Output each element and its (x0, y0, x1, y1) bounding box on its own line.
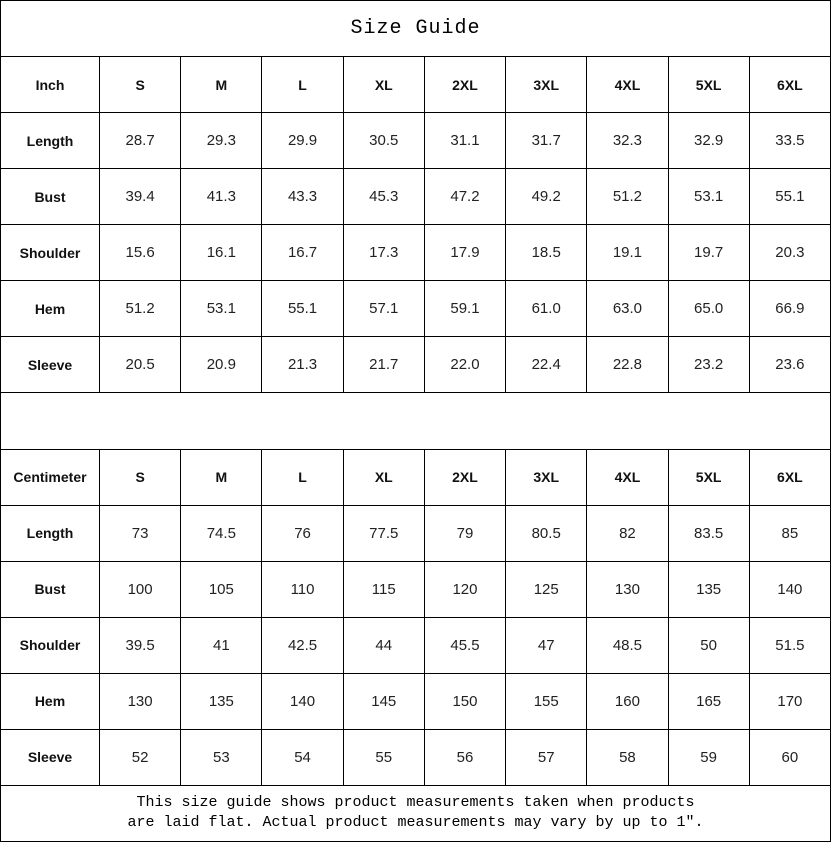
value-cell: 55 (343, 729, 424, 785)
value-cell: 23.6 (749, 337, 830, 393)
value-cell: 19.1 (587, 225, 668, 281)
measurement-row (1, 673, 831, 729)
value-cell: 57.1 (343, 281, 424, 337)
size-header-cell: 2XL (424, 57, 505, 113)
value-cell: 29.3 (181, 113, 262, 169)
value-cell: 53 (181, 729, 262, 785)
value-cell: 29.9 (262, 113, 343, 169)
value-cell: 120 (424, 561, 505, 617)
footer-section (1, 785, 831, 841)
measurement-row (1, 729, 831, 785)
value-cell: 31.7 (506, 113, 587, 169)
value-cell: 16.1 (181, 225, 262, 281)
size-header-cell: M (181, 57, 262, 113)
size-header-cell: 4XL (587, 57, 668, 113)
size-header-cell: 6XL (749, 449, 830, 505)
value-cell: 43.3 (262, 169, 343, 225)
value-cell: 32.3 (587, 113, 668, 169)
measure-label-cell: Shoulder (1, 225, 100, 281)
measurement-row (1, 169, 831, 225)
value-cell: 47 (506, 617, 587, 673)
measure-label-cell: Hem (1, 281, 100, 337)
value-cell: 51.2 (100, 281, 181, 337)
size-header-cell: 4XL (587, 449, 668, 505)
value-cell: 17.9 (424, 225, 505, 281)
value-cell: 50 (668, 617, 749, 673)
measure-label-cell: Bust (1, 561, 100, 617)
measure-label-cell: Sleeve (1, 729, 100, 785)
value-cell: 125 (506, 561, 587, 617)
size-header-cell: S (100, 449, 181, 505)
size-header-row (1, 57, 831, 113)
measurement-row (1, 617, 831, 673)
value-cell: 60 (749, 729, 830, 785)
value-cell: 130 (587, 561, 668, 617)
value-cell: 33.5 (749, 113, 830, 169)
value-cell: 55.1 (749, 169, 830, 225)
value-cell: 19.7 (668, 225, 749, 281)
footer-row (1, 785, 831, 841)
value-cell: 66.9 (749, 281, 830, 337)
unit-header-cell: Inch (1, 57, 100, 113)
value-cell: 15.6 (100, 225, 181, 281)
value-cell: 28.7 (100, 113, 181, 169)
table-gap-row (1, 393, 831, 449)
value-cell: 56 (424, 729, 505, 785)
value-cell: 45.3 (343, 169, 424, 225)
value-cell: 52 (100, 729, 181, 785)
value-cell: 110 (262, 561, 343, 617)
value-cell: 150 (424, 673, 505, 729)
value-cell: 41.3 (181, 169, 262, 225)
size-header-cell: 5XL (668, 449, 749, 505)
spacer-section (1, 393, 831, 449)
value-cell: 77.5 (343, 505, 424, 561)
value-cell: 135 (668, 561, 749, 617)
value-cell: 57 (506, 729, 587, 785)
measure-label-cell: Length (1, 505, 100, 561)
value-cell: 21.3 (262, 337, 343, 393)
value-cell: 23.2 (668, 337, 749, 393)
size-header-cell: XL (343, 57, 424, 113)
value-cell: 59 (668, 729, 749, 785)
size-header-cell: 6XL (749, 57, 830, 113)
value-cell: 63.0 (587, 281, 668, 337)
value-cell: 55.1 (262, 281, 343, 337)
value-cell: 18.5 (506, 225, 587, 281)
value-cell: 140 (262, 673, 343, 729)
value-cell: 31.1 (424, 113, 505, 169)
inch-table-body (1, 57, 831, 393)
table-gap (1, 393, 831, 449)
value-cell: 105 (181, 561, 262, 617)
measurement-row (1, 225, 831, 281)
measure-label-cell: Length (1, 113, 100, 169)
measurement-row (1, 113, 831, 169)
measure-label-cell: Bust (1, 169, 100, 225)
value-cell: 61.0 (506, 281, 587, 337)
value-cell: 49.2 (506, 169, 587, 225)
value-cell: 74.5 (181, 505, 262, 561)
value-cell: 115 (343, 561, 424, 617)
size-header-cell: L (262, 57, 343, 113)
value-cell: 41 (181, 617, 262, 673)
measure-label-cell: Sleeve (1, 337, 100, 393)
value-cell: 65.0 (668, 281, 749, 337)
value-cell: 16.7 (262, 225, 343, 281)
size-header-cell: 2XL (424, 449, 505, 505)
size-header-cell: S (100, 57, 181, 113)
value-cell: 39.4 (100, 169, 181, 225)
value-cell: 54 (262, 729, 343, 785)
value-cell: 165 (668, 673, 749, 729)
size-header-cell: XL (343, 449, 424, 505)
value-cell: 22.0 (424, 337, 505, 393)
value-cell: 155 (506, 673, 587, 729)
value-cell: 160 (587, 673, 668, 729)
value-cell: 45.5 (424, 617, 505, 673)
value-cell: 44 (343, 617, 424, 673)
value-cell: 130 (100, 673, 181, 729)
value-cell: 83.5 (668, 505, 749, 561)
measurement-row (1, 337, 831, 393)
value-cell: 59.1 (424, 281, 505, 337)
measure-label-cell: Hem (1, 673, 100, 729)
value-cell: 20.3 (749, 225, 830, 281)
value-cell: 51.5 (749, 617, 830, 673)
centimeter-table-body (1, 449, 831, 785)
value-cell: 42.5 (262, 617, 343, 673)
value-cell: 73 (100, 505, 181, 561)
size-header-cell: 5XL (668, 57, 749, 113)
measurement-row (1, 505, 831, 561)
value-cell: 22.4 (506, 337, 587, 393)
value-cell: 58 (587, 729, 668, 785)
value-cell: 17.3 (343, 225, 424, 281)
size-header-row (1, 449, 831, 505)
value-cell: 79 (424, 505, 505, 561)
value-cell: 85 (749, 505, 830, 561)
value-cell: 82 (587, 505, 668, 561)
value-cell: 39.5 (100, 617, 181, 673)
measure-label-cell: Shoulder (1, 617, 100, 673)
title-section (1, 1, 831, 57)
value-cell: 53.1 (181, 281, 262, 337)
value-cell: 53.1 (668, 169, 749, 225)
value-cell: 48.5 (587, 617, 668, 673)
size-header-cell: L (262, 449, 343, 505)
value-cell: 135 (181, 673, 262, 729)
value-cell: 80.5 (506, 505, 587, 561)
value-cell: 22.8 (587, 337, 668, 393)
value-cell: 21.7 (343, 337, 424, 393)
size-header-cell: M (181, 449, 262, 505)
value-cell: 140 (749, 561, 830, 617)
measurement-row (1, 561, 831, 617)
value-cell: 32.9 (668, 113, 749, 169)
size-header-cell: 3XL (506, 57, 587, 113)
footer-line-2: are laid flat. Actual product measurements may vary by up to 1″. (127, 814, 704, 832)
footer-line-1: This size guide shows product measurements taken when products (136, 794, 695, 812)
value-cell: 145 (343, 673, 424, 729)
value-cell: 30.5 (343, 113, 424, 169)
footer-note (1, 785, 831, 841)
value-cell: 47.2 (424, 169, 505, 225)
value-cell: 51.2 (587, 169, 668, 225)
measurement-row (1, 281, 831, 337)
page-title: Size Guide (1, 1, 831, 57)
value-cell: 170 (749, 673, 830, 729)
value-cell: 20.5 (100, 337, 181, 393)
size-header-cell: 3XL (506, 449, 587, 505)
value-cell: 76 (262, 505, 343, 561)
unit-header-cell: Centimeter (1, 449, 100, 505)
title-row (1, 1, 831, 57)
value-cell: 20.9 (181, 337, 262, 393)
value-cell: 100 (100, 561, 181, 617)
